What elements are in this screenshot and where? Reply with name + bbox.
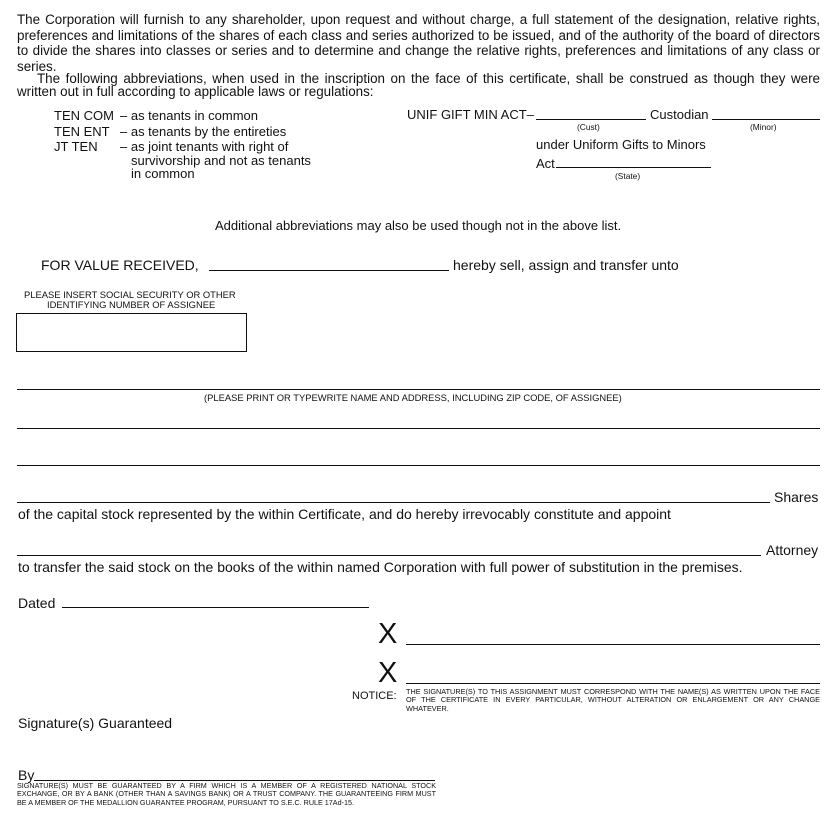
signature-guaranteed-label: Signature(s) Guaranteed	[18, 715, 173, 731]
act-label: Act	[536, 156, 555, 171]
assignee-name-line[interactable]	[17, 389, 820, 390]
signature-line-1[interactable]	[406, 644, 820, 645]
signature-x-mark-2: X	[378, 657, 398, 689]
under-uniform-gifts-text: under Uniform Gifts to Minors	[536, 137, 706, 152]
shares-label: Shares	[774, 489, 819, 505]
capital-stock-text: of the capital stock represented by the within Certificate, and do hereby irrevocably constitute and appoint	[18, 506, 671, 522]
shares-blank[interactable]	[17, 502, 770, 503]
state-blank[interactable]	[556, 167, 711, 168]
abbrev-ten-ent-meaning: – as tenants by the entireties	[120, 124, 287, 139]
ssn-label-line-1: PLEASE INSERT SOCIAL SECURITY OR OTHER	[24, 289, 236, 300]
minor-blank[interactable]	[712, 119, 820, 120]
abbrev-jt-ten-code: JT TEN	[54, 139, 98, 154]
custodian-blank[interactable]	[536, 119, 646, 120]
cust-caption: (Cust)	[577, 122, 600, 132]
assignee-address-line-2[interactable]	[17, 465, 820, 466]
assignee-address-line-1[interactable]	[17, 428, 820, 429]
intro-paragraph: The Corporation will furnish to any shareholder, upon request and without charge, a full statement of the designation, relative rights, preferences and limitations of the shares of each class and series authorized to be issued, and of the authority of the board of directors to divide the shares into classes or series and to determine and change the relative rights, preferences and limitations of any class or series.	[17, 12, 820, 74]
transfer-text: to transfer the said stock on the books of the within named Corporation with full power of substitution in the premises.	[18, 559, 743, 575]
minor-caption: (Minor)	[750, 122, 777, 132]
abbrev-jt-ten-meaning: – as joint tenants with right of	[120, 139, 289, 154]
abbrev-ten-com-meaning: – as tenants in common	[120, 108, 259, 123]
signature-x-mark-1: X	[378, 618, 398, 650]
additional-abbreviations-note: Additional abbreviations may also be used though not in the above list.	[215, 218, 622, 233]
by-label: By	[18, 767, 35, 783]
assignee-caption: (PLEASE PRINT OR TYPEWRITE NAME AND ADDRESS, INCLUDING ZIP CODE, OF ASSIGNEE)	[204, 392, 622, 403]
custodian-label: Custodian	[650, 107, 709, 122]
signature-line-2[interactable]	[406, 683, 820, 684]
transferor-blank[interactable]	[209, 270, 449, 271]
guarantee-requirements-text: SIGNATURE(S) MUST BE GUARANTEED BY A FIRM WHICH IS A MEMBER OF A REGISTERED NATIONAL STOCK EXCHANGE, OR BY A BANK (OTHER THAN A SAVINGS BANK) OR A TRUST COMPANY. THE GUARANTEEING FIRM MUST BE A MEMBER OF THE MEDALLION GUARANTEE PROGRAM, PURSUANT TO S.E.C. RULE 17Ad-15.	[17, 781, 436, 807]
hereby-transfer-text: hereby sell, assign and transfer unto	[453, 257, 679, 273]
state-caption: (State)	[615, 171, 641, 181]
unif-gift-label: UNIF GIFT MIN ACT–	[407, 107, 534, 122]
notice-label: NOTICE:	[352, 690, 397, 702]
abbrev-jt-ten-cont-2: in common	[131, 166, 195, 181]
abbrev-jt-ten-cont-1: survivorship and not as tenants	[131, 153, 311, 168]
abbrev-ten-com-code: TEN COM	[54, 108, 114, 123]
dated-label: Dated	[18, 595, 56, 611]
ssn-label-line-2: IDENTIFYING NUMBER OF ASSIGNEE	[47, 299, 216, 310]
attorney-blank[interactable]	[17, 555, 761, 556]
abbreviation-intro: The following abbreviations, when used in the inscription on the face of this certificate, shall be construed as though they were written out in full according to applicable laws or regulations:	[17, 71, 820, 99]
dated-blank[interactable]	[62, 607, 369, 608]
abbrev-ten-ent-code: TEN ENT	[54, 124, 110, 139]
for-value-received-label: FOR VALUE RECEIVED,	[41, 257, 199, 273]
ssn-input-box[interactable]	[16, 313, 247, 352]
notice-text: THE SIGNATURE(S) TO THIS ASSIGNMENT MUST CORRESPOND WITH THE NAME(S) AS WRITTEN UPON THE FACE OF THE CERTIFICATE IN EVERY PARTICULAR, WITHOUT ALTERATION OR ENLARGEMENT OR ANY CHANGE WHATEVER.	[406, 687, 820, 713]
attorney-label: Attorney	[766, 542, 819, 558]
